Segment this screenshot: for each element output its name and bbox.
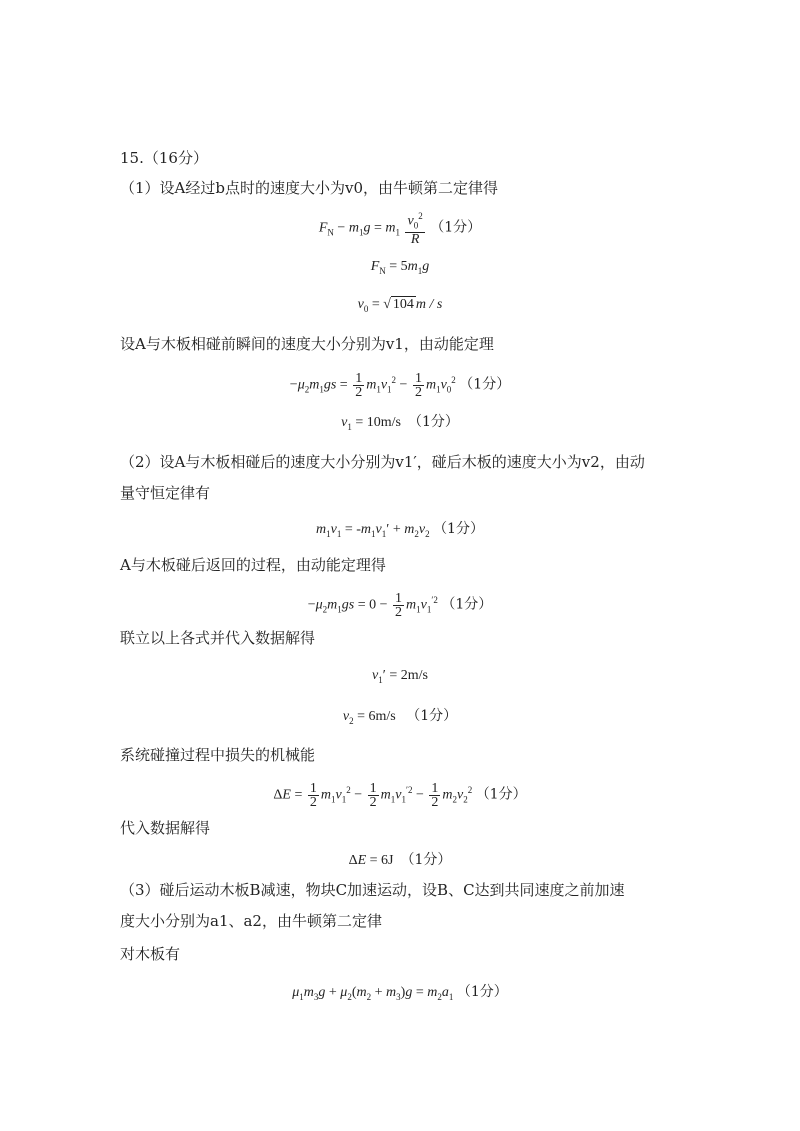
score-note: （1分） xyxy=(406,708,458,724)
part3-intro-line1: （3）碰后运动木板B减速，物块C加速运动，设B、C达到共同速度之前加速 xyxy=(120,881,625,899)
part1-text2: 设A与木板相碰前瞬间的速度大小分别为v1，由动能定理 xyxy=(120,335,494,353)
part2-intro-line2: 量守恒定律有 xyxy=(120,484,211,502)
score-note: （1分） xyxy=(430,219,482,236)
part2-eq6: ΔE = 6J （1分） xyxy=(348,852,452,868)
part3-text2: 对木板有 xyxy=(120,945,181,963)
part2-eq4: $v_2 = 6m/s$ （1分） xyxy=(342,708,458,726)
part1-eq5: $v_1 = 10m/s$ （1分） xyxy=(341,414,459,432)
part3-intro-line2: 度大小分别为a1、a2，由牛顿第二定律 xyxy=(120,912,382,930)
part1-eq2: $F_N = 5m_1g$ xyxy=(370,259,430,276)
part2-text2: A与木板碰后返回的过程，由动能定理得 xyxy=(120,556,386,574)
part2-eq2: $-\mu_2m_1gs = 0$ − $\frac{1}{2}$ $m_1v_1^{'2}$ （1分） xyxy=(307,590,493,620)
part2-text3: 联立以上各式并代入数据解得 xyxy=(120,629,316,647)
part2-intro-line1: （2）设A与木板相碰后的速度大小分别为v1′，碰后木板的速度大小为v2，由动 xyxy=(120,453,645,471)
score-note: （1分） xyxy=(475,786,527,803)
score-note: （1分） xyxy=(456,984,508,1000)
score-note: （1分） xyxy=(441,596,493,613)
part2-eq5: ΔE = $\frac{1}{2}$ $m_1v_1^2$ − $\frac{1}{2}$ $m_1v_1^{'2}$ − $\frac{1}{2}$ $m_2v_2^2$ （1分） xyxy=(273,780,527,810)
part2-text5: 代入数据解得 xyxy=(120,819,211,837)
score-note: （1分） xyxy=(407,414,459,430)
part1-eq3: $v_0$ = √ 104 m / s xyxy=(357,297,443,314)
question-heading: 15.（16分） xyxy=(120,149,208,167)
part3-eq1: $\mu_1m_3g + \mu_2(m_2 + m_3)g = m_2a_1$ （1分） xyxy=(292,984,508,1002)
score-note: （1分） xyxy=(400,852,452,868)
part2-eq3: $v_1' = 2m/s$ xyxy=(372,668,428,685)
part1-intro: （1）设A经过b点时的速度大小为v0，由牛顿第二定律得 xyxy=(120,179,498,197)
part1-eq1: $F_N - m_1g = m_1$ $\frac{v_0^2}{R}$ （1分） xyxy=(318,211,482,248)
score-note: （1分） xyxy=(459,376,511,393)
score-note: （1分） xyxy=(433,521,484,537)
part2-eq1: $m_1v_1 = -m_1v_1' + m_2v_2$ （1分） xyxy=(316,521,484,539)
part1-eq4: $-\mu_2m_1gs$ = $\frac{1}{2}$ $m_1v_1^2$ − $\frac{1}{2}$ $m_1v_0^2$ （1分） xyxy=(289,370,511,400)
part2-text4: 系统碰撞过程中损失的机械能 xyxy=(120,746,316,764)
